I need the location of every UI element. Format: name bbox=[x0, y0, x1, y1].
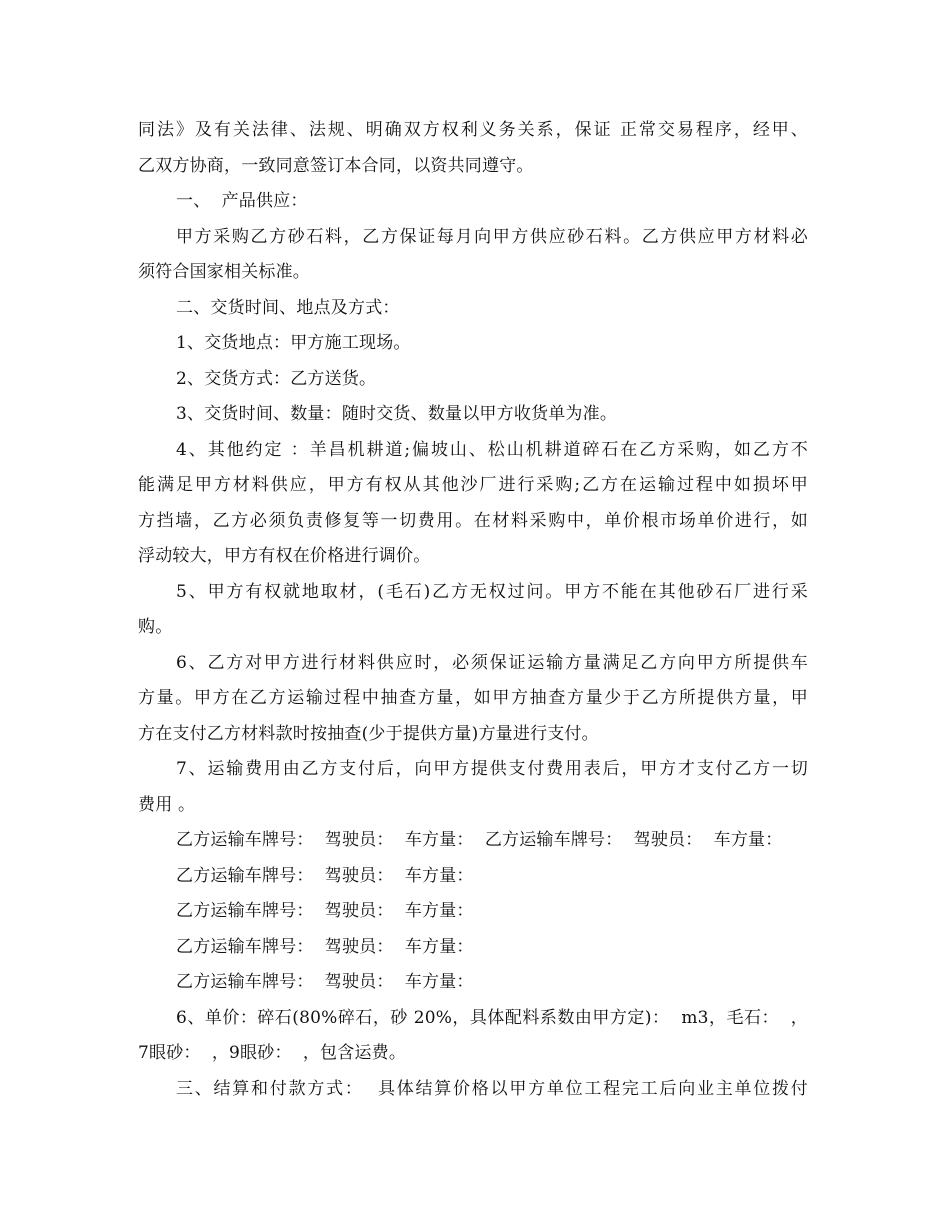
text-line: 同法》及有关法律、法规、明确双方权利义务关系，保证 正常交易程序，经甲、 bbox=[138, 120, 808, 140]
text-line: 一、 产品供应： bbox=[176, 191, 308, 211]
text-line: 6、单价：碎石(80%碎石，砂 20%，具体配料系数由甲方定)： m3，毛石： ， bbox=[176, 1007, 808, 1028]
text-line: 6、乙方对甲方进行材料供应时，必须保证运输方量满足乙方向甲方所提供车 bbox=[176, 652, 808, 673]
text-line: 方在支付乙方材料款时按抽查(少于提供方量)方量进行支付。 bbox=[138, 723, 599, 744]
text-line: 3、交货时间、数量：随时交货、数量以甲方收货单为准。 bbox=[176, 404, 618, 424]
text-line: 5、甲方有权就地取材，(毛石)乙方无权过问。甲方不能在其他砂石厂进行采 bbox=[176, 581, 808, 602]
text-line: 乙方运输车牌号： 驾驶员： 车方量： bbox=[176, 936, 474, 957]
text-line: 乙双方协商，一致同意签订本合同，以资共同遵守。 bbox=[138, 155, 534, 176]
text-line: 费用 。 bbox=[138, 794, 196, 815]
text-line: 二、交货时间、地点及方式： bbox=[176, 297, 400, 318]
text-line: 方挡墙，乙方必须负责修复等一切费用。在材料采购中，单价根市场单价进行，如 bbox=[138, 510, 808, 531]
text-line: 能满足甲方材料供应，甲方有权从其他沙厂进行采购;乙方在运输过程中如损坏甲 bbox=[138, 475, 808, 495]
text-line: 乙方运输车牌号： 驾驶员： 车方量： bbox=[176, 865, 474, 886]
text-line: 三、结算和付款方式： 具体结算价格以甲方单位工程完工后向业主单位拨付 bbox=[176, 1078, 808, 1099]
text-line: 乙方运输车牌号： 驾驶员： 车方量： bbox=[176, 972, 474, 992]
text-line: 购。 bbox=[138, 617, 173, 637]
text-line: 乙方运输车牌号： 驾驶员： 车方量： 乙方运输车牌号： 驾驶员： 车方量： bbox=[176, 830, 783, 850]
text-line: 须符合国家相关标准。 bbox=[138, 262, 310, 282]
text-line: 1、交货地点：甲方施工现场。 bbox=[176, 333, 411, 353]
text-line: 4、其他约定 ：羊昌机耕道;偏坡山、松山机耕道碎石在乙方采购，如乙方不 bbox=[176, 439, 808, 460]
text-line: 甲方采购乙方砂石料，乙方保证每月向甲方供应砂石料。乙方供应甲方材料必 bbox=[176, 226, 808, 247]
text-line: 乙方运输车牌号： 驾驶员： 车方量： bbox=[176, 901, 474, 921]
text-line: 7眼砂： ，9眼砂： ，包含运费。 bbox=[138, 1043, 407, 1063]
text-line: 方量。甲方在乙方运输过程中抽查方量，如甲方抽查方量少于乙方所提供方量，甲 bbox=[138, 688, 808, 708]
text-line: 2、交货方式：乙方送货。 bbox=[176, 368, 377, 389]
text-line: 浮动较大，甲方有权在价格进行调价。 bbox=[138, 546, 431, 566]
text-line: 7、运输费用由乙方支付后，向甲方提供支付费用表后，甲方才支付乙方一切 bbox=[176, 759, 808, 779]
contract-body bbox=[138, 113, 818, 1107]
